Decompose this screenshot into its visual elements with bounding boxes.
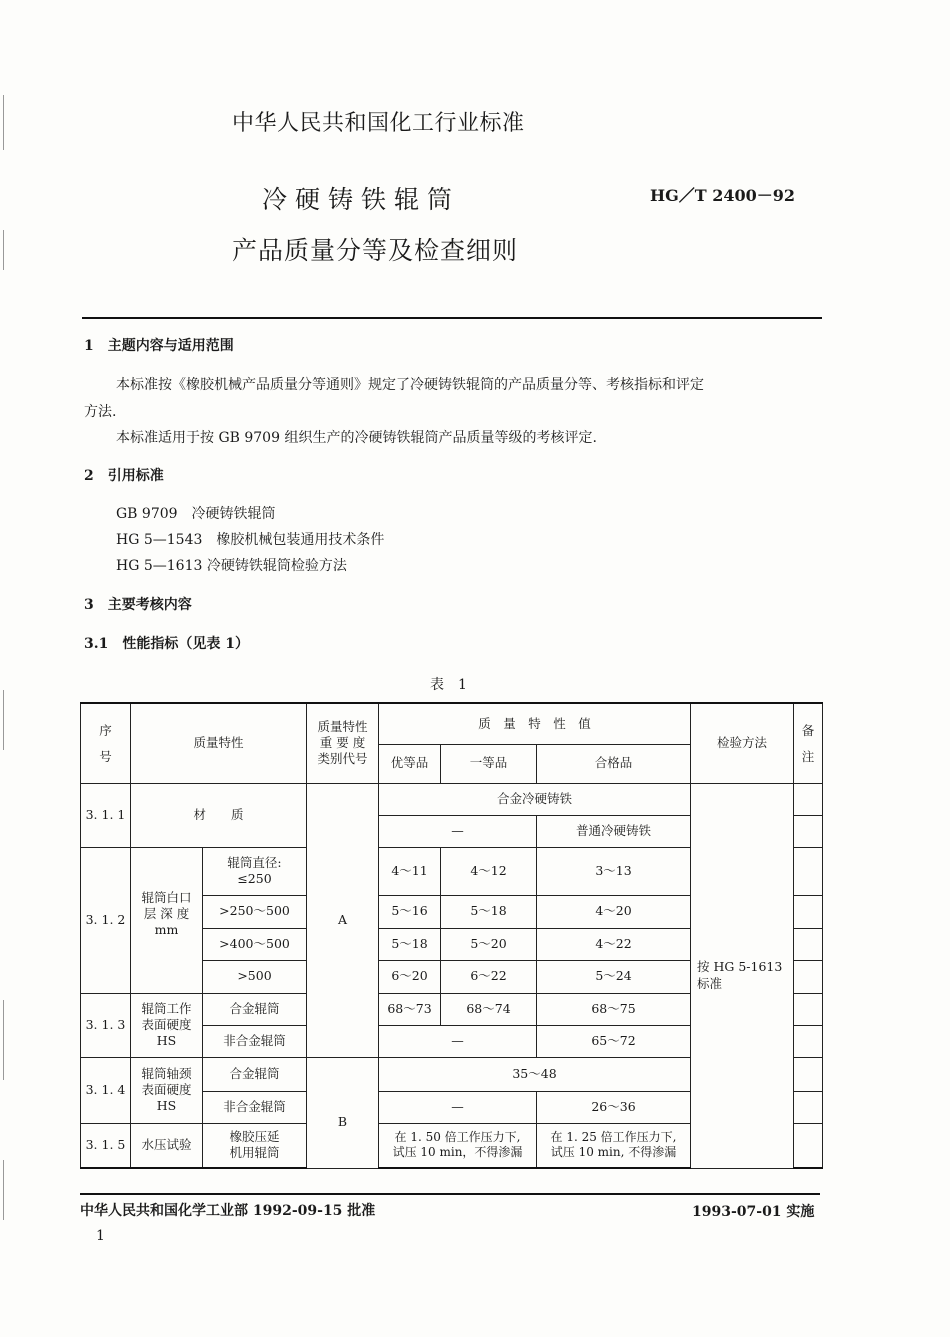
value-cell: 26～36 — [537, 1091, 691, 1123]
value-cell: 5～16 — [379, 895, 441, 928]
approval-note: 中华人民共和国化学工业部 1992-09-15 批准 — [80, 1203, 376, 1219]
value-cell: 6～20 — [379, 960, 441, 993]
material-alloy: 合金冷硬铸铁 — [379, 783, 691, 815]
value-cell: 35～48 — [379, 1057, 691, 1091]
category-b: B — [307, 1057, 379, 1168]
section-3-1-heading: 3.1 性能指标（见表 1） — [84, 636, 249, 652]
effective-date: 1993-07-01 实施 — [692, 1204, 815, 1220]
row-no: 3. 1. 4 — [81, 1057, 131, 1123]
value-cell: 5～24 — [537, 960, 691, 993]
condition: 合金辊筒 — [203, 993, 307, 1025]
row-no: 3. 1. 1 — [81, 783, 131, 847]
value-cell: 5～18 — [379, 928, 441, 960]
method-value: 按 HG 5-1613 标准 — [691, 783, 794, 1168]
value-cell: 4～11 — [379, 847, 441, 895]
row-name: 辊筒白口 层 深 度 mm — [131, 847, 203, 993]
row-no: 3. 1. 2 — [81, 847, 131, 993]
row-name: 辊筒轴颈 表面硬度 HS — [131, 1057, 203, 1123]
header-grade-qualified: 合格品 — [537, 744, 691, 783]
section-1-heading: 1 主题内容与适用范围 — [84, 338, 234, 354]
header-method: 检验方法 — [691, 703, 794, 783]
value-cell: 4～22 — [537, 928, 691, 960]
condition: >400～500 — [203, 928, 307, 960]
condition: 非合金辊筒 — [203, 1091, 307, 1123]
value-cell: — — [379, 1025, 537, 1057]
section-1-para-1b: 方法. — [84, 404, 117, 420]
header-category: 质量特性 重 要 度 类别代号 — [307, 703, 379, 783]
header-grade-superior: 优等品 — [379, 744, 441, 783]
section-2-heading: 2 引用标准 — [84, 468, 164, 484]
condition: >250～500 — [203, 895, 307, 928]
reference-item: HG 5—1613 冷硬铸铁辊筒检验方法 — [116, 558, 347, 574]
value-cell: 5～18 — [441, 895, 537, 928]
row-name: 辊筒工作 表面硬度 HS — [131, 993, 203, 1057]
value-cell: 6～22 — [441, 960, 537, 993]
scan-mark — [3, 690, 4, 750]
value-cell: 3～13 — [537, 847, 691, 895]
material-dash: — — [379, 815, 537, 847]
header-grade-first: 一等品 — [441, 744, 537, 783]
condition: 合金辊筒 — [203, 1057, 307, 1091]
header-quality-char: 质量特性 — [131, 703, 307, 783]
standard-code: HG／T 2400－92 — [650, 186, 796, 205]
doc-title: 冷硬铸铁辊筒 — [262, 185, 461, 214]
scan-mark — [3, 95, 4, 150]
value-cell: 68～75 — [537, 993, 691, 1025]
category-a: A — [307, 783, 379, 1057]
page-number: 1 — [96, 1228, 105, 1244]
section-1-para-2: 本标准适用于按 GB 9709 组织生产的冷硬铸铁辊筒产品质量等级的考核评定. — [116, 430, 597, 446]
table-caption: 表 1 — [430, 677, 467, 693]
row-name: 水压试验 — [131, 1123, 203, 1168]
material-ordinary: 普通冷硬铸铁 — [537, 815, 691, 847]
header-values: 质 量 特 性 值 — [379, 703, 691, 744]
reference-item: GB 9709 冷硬铸铁辊筒 — [116, 506, 276, 522]
condition: 辊筒直径: ≤250 — [203, 847, 307, 895]
value-cell: 68～74 — [441, 993, 537, 1025]
value-cell: 在 1. 50 倍工作压力下, 试压 10 min，不得渗漏 — [379, 1123, 537, 1168]
condition: 非合金辊筒 — [203, 1025, 307, 1057]
row-name: 材 质 — [131, 783, 307, 847]
scan-mark — [3, 1000, 4, 1080]
footer-rule — [80, 1193, 820, 1195]
value-cell: 4～20 — [537, 895, 691, 928]
quality-table — [80, 702, 823, 1169]
value-cell: 4～12 — [441, 847, 537, 895]
condition: 橡胶压延 机用辊筒 — [203, 1123, 307, 1168]
value-cell: 在 1. 25 倍工作压力下, 试压 10 min, 不得渗漏 — [537, 1123, 691, 1168]
value-cell: — — [379, 1091, 537, 1123]
header-rule — [82, 317, 822, 319]
row-no: 3. 1. 3 — [81, 993, 131, 1057]
reference-item: HG 5—1543 橡胶机械包装通用技术条件 — [116, 532, 385, 548]
section-1-para-1a: 本标准按《橡胶机械产品质量分等通则》规定了冷硬铸铁辊筒的产品质量分等、考核指标和评定 — [116, 377, 704, 393]
value-cell: 5～20 — [441, 928, 537, 960]
value-cell: 68～73 — [379, 993, 441, 1025]
header-remark: 备 注 — [794, 703, 823, 783]
row-no: 3. 1. 5 — [81, 1123, 131, 1168]
scan-mark — [3, 1160, 4, 1220]
doc-subtitle: 产品质量分等及检查细则 — [232, 236, 519, 265]
header-seq: 序 号 — [81, 703, 131, 783]
section-3-heading: 3 主要考核内容 — [84, 597, 192, 613]
org-title: 中华人民共和国化工行业标准 — [232, 111, 525, 136]
value-cell: 65～72 — [537, 1025, 691, 1057]
scan-mark — [3, 230, 4, 270]
condition: >500 — [203, 960, 307, 993]
